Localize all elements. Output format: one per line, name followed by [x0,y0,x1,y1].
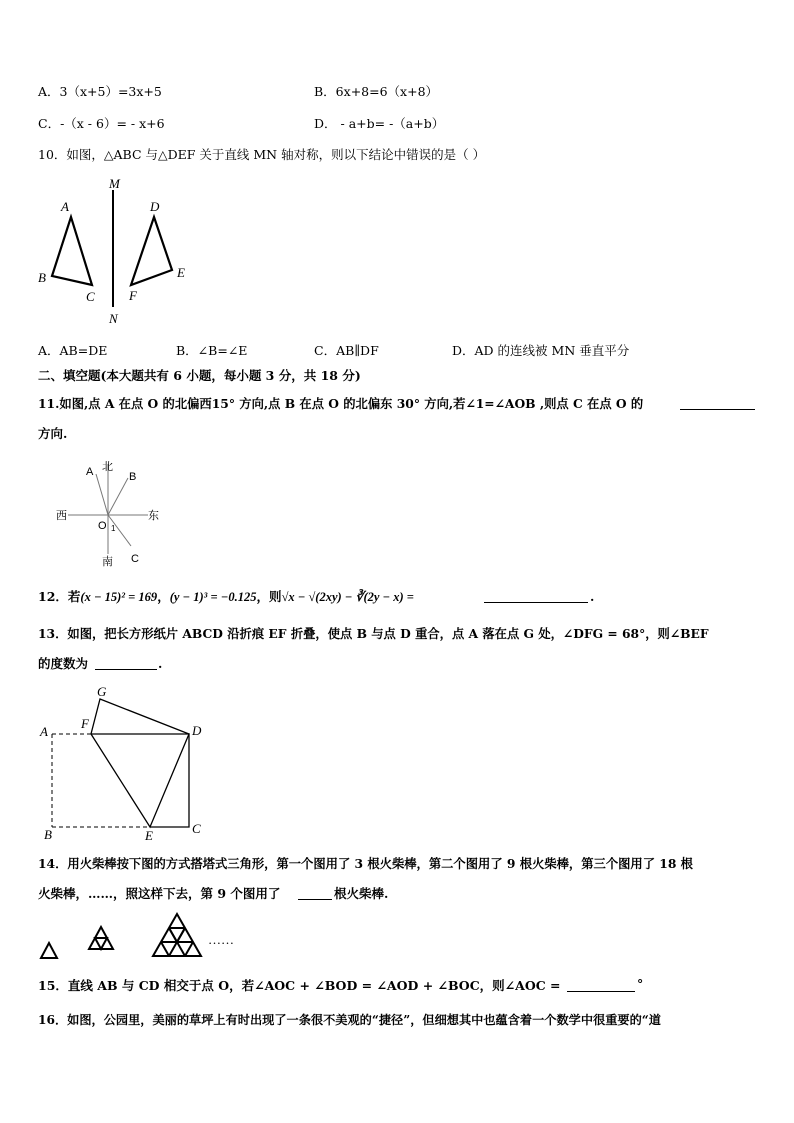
label-angle-1: 1 [111,524,116,533]
label-e: E [177,265,185,280]
q10-figure [30,172,200,332]
q13-line-2: 的度数为 [38,656,89,671]
q14-line-1: 14．用火柴棒按下图的方式搭塔式三角形，第一个图用了 3 根火柴棒，第二个图用了 9 根火柴棒，第三个图用了 18 根 [38,856,693,871]
q14-line-2b: 根火柴棒. [334,886,389,901]
q13-period: . [158,656,163,671]
label-b: B [44,827,52,842]
q12-line [38,589,414,605]
label-e: E [145,828,153,843]
label-b: B [38,270,46,285]
section-heading-fill-in: 二、填空题(本大题共有 6 小题，每小题 3 分，共 18 分) [38,368,361,383]
q15-answer-blank [567,979,635,992]
label-n: N [109,311,118,326]
q11-answer-blank [680,397,755,410]
q13-answer-blank [95,657,157,670]
q15-degree: ° [637,976,644,991]
q10-option-a: A．AB=DE [38,343,108,358]
q14-figure [36,908,266,964]
ray-ob [108,478,128,515]
label-c: C [192,821,201,836]
label-c: C [86,289,95,304]
label-d: D [192,723,202,738]
q11-tail: 方向. [38,426,68,441]
label-d: D [150,199,160,214]
q10-option-c: C．AB∥DF [314,343,379,358]
label-a: A [86,466,94,478]
q12-answer-blank [484,590,588,603]
label-south: 南 [102,556,113,568]
q14-answer-blank [298,887,332,900]
triangle-def [131,217,172,285]
q9-option-d: D． - a+b= -（a+b） [314,116,445,131]
label-west: 西 [56,510,67,522]
q10-option-b: B．∠B=∠E [176,343,248,358]
q12-then: ，则 [256,589,282,604]
ray-oa [96,474,108,515]
q12-period: . [590,589,595,604]
label-b: B [129,471,137,483]
q13-line-1: 13．如图，把长方形纸片 ABCD 沿折痕 EF 折叠，使点 B 与点 D 重合，点 A 落在点 G 处，∠DFG = 68°，则∠BEF [38,626,709,641]
label-f: F [129,288,137,303]
q12-number: 12．若 [38,589,81,604]
label-m: M [109,176,120,191]
q11-stem: 11.如图,点 A 在点 O 的北偏西15° 方向,点 B 在点 O 的北偏东 30° 方向,若∠1=∠AOB ,则点 C 在点 O 的 [38,396,644,411]
matchstick-triangle-2 [89,927,113,949]
label-a: A [61,199,69,214]
q16-text: 16．如图，公园里，美丽的草坪上有时出现了一条很不美观的“捷径”，但细想其中也蕴含着一个数学中很重要的“道 [38,1013,661,1027]
q14-ellipsis: …… [208,932,234,947]
label-a: A [40,724,48,739]
label-f: F [81,716,89,731]
q13-figure [34,680,214,845]
q12-expression-1: (x − 15)² = 169 [80,590,158,604]
folded-quadrilateral-gfed [91,699,189,827]
q12-expression-2: (y − 1)³ = −0.125 [169,590,257,604]
label-g: G [97,684,107,699]
matchstick-triangle-3 [153,914,201,956]
label-c: C [131,553,139,565]
q10-option-d: D．AD 的连线被 MN 垂直平分 [452,343,630,358]
label-east: 东 [148,510,159,522]
q12-separator: ， [157,589,170,604]
q12-expression-3: √x − √(2xy) − ∛(2y − x) = [281,590,414,604]
label-o: O [98,520,107,532]
q11-figure [54,458,174,570]
q10-stem: 10．如图，△ABC 与△DEF 关于直线 MN 轴对称，则以下结论中错误的是（ ） [38,147,486,162]
q9-option-a: A．3（x+5）=3x+5 [38,84,162,99]
q15-text: 15．直线 AB 与 CD 相交于点 O，若∠AOC + ∠BOD = ∠AOD + ∠BOC，则∠AOC = [38,978,561,993]
triangle-abc [52,217,92,285]
matchstick-triangle-1 [41,943,57,958]
q14-line-2a: 火柴棒，……，照这样下去，第 9 个图用了 [38,886,281,901]
folded-outline [91,734,189,827]
q9-option-c: C．-（x - 6）= - x+6 [38,116,165,131]
label-north: 北 [102,461,113,473]
q9-option-b: B．6x+8=6（x+8） [314,84,439,99]
